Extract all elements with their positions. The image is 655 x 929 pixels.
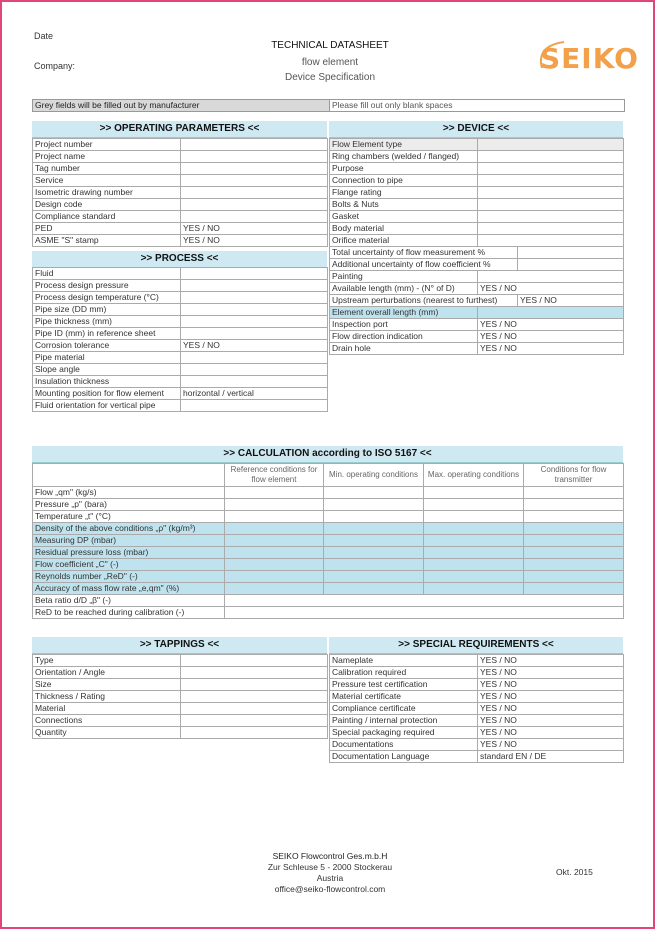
field-value[interactable] (225, 523, 324, 535)
field-label: Purpose (330, 163, 478, 175)
column-header: Min. operating conditions (324, 464, 424, 487)
field-value[interactable] (181, 139, 328, 151)
device-table (329, 138, 624, 355)
column-header-blank (33, 464, 225, 487)
field-value[interactable] (478, 199, 624, 211)
field-value[interactable] (524, 523, 624, 535)
table-row (330, 295, 624, 307)
field-label: Body material (330, 223, 478, 235)
footer-street: Zur Schleuse 5 - 2000 Stockerau (267, 862, 393, 872)
field-label: Connections (33, 715, 181, 727)
field-label: Design code (33, 199, 181, 211)
field-value[interactable] (518, 247, 624, 259)
field-value[interactable] (181, 187, 328, 199)
field-label: Density of the above conditions „ρ" (kg/m³) (33, 523, 225, 535)
field-value[interactable] (225, 559, 324, 571)
field-value[interactable] (518, 259, 624, 271)
field-value[interactable] (181, 352, 328, 364)
table-row (33, 151, 328, 163)
table-row (33, 703, 328, 715)
field-value[interactable]: YES / NO (478, 679, 624, 691)
table-row (33, 292, 328, 304)
calculation-header: >> CALCULATION according to ISO 5167 << (32, 446, 623, 463)
field-value[interactable] (181, 667, 328, 679)
footer-email: office@seiko-flowcontrol.com (274, 884, 386, 894)
table-row (33, 211, 328, 223)
field-value[interactable] (424, 523, 524, 535)
field-value[interactable] (324, 523, 424, 535)
field-value[interactable] (524, 487, 624, 499)
table-row (33, 595, 624, 607)
field-label: Flange rating (330, 187, 478, 199)
field-value[interactable]: horizontal / vertical (181, 388, 328, 400)
field-value[interactable] (225, 583, 324, 595)
field-value[interactable] (478, 235, 624, 247)
field-label: Reynolds number „ReD" (-) (33, 571, 225, 583)
field-value[interactable]: YES / NO (478, 691, 624, 703)
field-value[interactable] (225, 607, 624, 619)
field-value[interactable] (524, 499, 624, 511)
field-value[interactable] (424, 571, 524, 583)
table-row (33, 376, 328, 388)
field-label: Flow Element type (330, 139, 478, 151)
field-value[interactable] (181, 211, 328, 223)
column-header: Reference conditions for flow element (225, 464, 324, 487)
field-label: Drain hole (330, 343, 478, 355)
field-value[interactable] (524, 535, 624, 547)
field-label: Gasket (330, 211, 478, 223)
field-value[interactable] (524, 511, 624, 523)
field-label: ASME "S" stamp (33, 235, 181, 247)
table-row (33, 187, 328, 199)
field-value[interactable] (181, 655, 328, 667)
field-value[interactable] (181, 280, 328, 292)
table-row (330, 163, 624, 175)
field-value[interactable] (324, 583, 424, 595)
table-row (33, 571, 624, 583)
field-value[interactable] (181, 304, 328, 316)
field-value[interactable] (424, 547, 524, 559)
field-value[interactable] (225, 547, 324, 559)
process-header: >> PROCESS << (32, 251, 327, 268)
table-row (33, 559, 624, 571)
table-row (330, 247, 624, 259)
field-value[interactable] (424, 583, 524, 595)
field-value[interactable] (225, 595, 624, 607)
table-row (33, 523, 624, 535)
field-value[interactable] (524, 559, 624, 571)
table-row (330, 319, 624, 331)
field-label: Thickness / Rating (33, 691, 181, 703)
field-value[interactable] (181, 316, 328, 328)
table-row (330, 703, 624, 715)
field-label: Pipe thickness (mm) (33, 316, 181, 328)
field-value[interactable]: YES / NO (518, 295, 624, 307)
field-value[interactable] (478, 139, 624, 151)
table-row (330, 175, 624, 187)
table-row (33, 199, 328, 211)
field-value[interactable] (181, 715, 328, 727)
field-label: Painting (330, 271, 478, 283)
field-value[interactable] (524, 571, 624, 583)
table-row (330, 307, 624, 319)
field-label: Pipe ID (mm) in reference sheet (33, 328, 181, 340)
field-label: Service (33, 175, 181, 187)
logo-text: SEIKO (540, 42, 639, 75)
field-value[interactable]: standard EN / DE (478, 751, 624, 763)
field-label: Nameplate (330, 655, 478, 667)
field-label: Additional uncertainty of flow coefficient % (330, 259, 518, 271)
field-value[interactable] (181, 703, 328, 715)
table-row (330, 715, 624, 727)
table-row (33, 400, 328, 412)
grey-fields-note: Grey fields will be filled out by manufacturer (32, 99, 330, 112)
table-row (33, 464, 624, 487)
special-requirements-header: >> SPECIAL REQUIREMENTS << (329, 637, 623, 654)
field-value[interactable] (478, 223, 624, 235)
field-label: Fluid (33, 268, 181, 280)
field-value[interactable] (424, 559, 524, 571)
field-value[interactable] (478, 211, 624, 223)
operating-parameters-table (32, 138, 328, 247)
field-label: Total uncertainty of flow measurement % (330, 247, 518, 259)
field-label: Type (33, 655, 181, 667)
table-row (33, 547, 624, 559)
field-label: Documentation Language (330, 751, 478, 763)
field-value[interactable] (324, 547, 424, 559)
table-row (33, 163, 328, 175)
tappings-header: >> TAPPINGS << (32, 637, 327, 654)
field-value[interactable] (478, 307, 624, 319)
field-value[interactable] (478, 163, 624, 175)
field-label: Flow „qm" (kg/s) (33, 487, 225, 499)
field-label: Pipe size (DD mm) (33, 304, 181, 316)
field-value[interactable] (424, 487, 524, 499)
footer-country: Austria (316, 873, 344, 883)
table-row (33, 691, 328, 703)
table-row (33, 280, 328, 292)
field-label: Material certificate (330, 691, 478, 703)
table-row (33, 655, 328, 667)
table-row (330, 655, 624, 667)
table-row (33, 607, 624, 619)
table-row (330, 211, 624, 223)
table-row (33, 388, 328, 400)
field-value[interactable] (181, 151, 328, 163)
field-value[interactable]: YES / NO (478, 703, 624, 715)
table-row (330, 151, 624, 163)
field-label: Available length (mm) - (N° of D) (330, 283, 478, 295)
field-value[interactable] (181, 376, 328, 388)
table-row (33, 175, 328, 187)
table-row (33, 235, 328, 247)
field-label: Upstream perturbations (nearest to furthest) (330, 295, 518, 307)
field-value[interactable] (181, 292, 328, 304)
special-requirements-table (329, 654, 624, 763)
tappings-table (32, 654, 328, 739)
table-row (330, 331, 624, 343)
field-value[interactable] (524, 547, 624, 559)
field-label: Residual pressure loss (mbar) (33, 547, 225, 559)
table-row (33, 667, 328, 679)
table-row (33, 715, 328, 727)
field-label: Orientation / Angle (33, 667, 181, 679)
table-row (330, 667, 624, 679)
field-label: Measuring DP (mbar) (33, 535, 225, 547)
field-value[interactable] (181, 175, 328, 187)
table-row (33, 511, 624, 523)
field-value[interactable] (181, 328, 328, 340)
table-row (33, 679, 328, 691)
field-value[interactable] (181, 400, 328, 412)
field-label: Project number (33, 139, 181, 151)
field-value[interactable]: YES / NO (478, 319, 624, 331)
doc-subtitle-1: flow element (301, 57, 359, 68)
field-label: Corrosion tolerance (33, 340, 181, 352)
doc-subtitle-2: Device Specification (284, 72, 376, 83)
field-label: Compliance standard (33, 211, 181, 223)
blank-spaces-note: Please fill out only blank spaces (329, 99, 625, 112)
field-value[interactable] (225, 571, 324, 583)
field-value[interactable]: YES / NO (478, 739, 624, 751)
field-value[interactable] (324, 511, 424, 523)
field-label: Slope angle (33, 364, 181, 376)
field-label: Pipe material (33, 352, 181, 364)
date-label: Date (34, 31, 54, 41)
field-value[interactable] (225, 499, 324, 511)
table-row (330, 223, 624, 235)
field-value[interactable] (181, 364, 328, 376)
field-value[interactable] (181, 727, 328, 739)
field-label: Process design pressure (33, 280, 181, 292)
table-row (330, 187, 624, 199)
field-value[interactable]: YES / NO (181, 223, 328, 235)
process-table (32, 267, 328, 412)
field-label: Bolts & Nuts (330, 199, 478, 211)
field-value[interactable]: YES / NO (478, 727, 624, 739)
table-row (33, 727, 328, 739)
field-label: Tag number (33, 163, 181, 175)
table-row (33, 535, 624, 547)
field-value[interactable]: YES / NO (478, 283, 624, 295)
field-value[interactable] (424, 499, 524, 511)
table-row (33, 304, 328, 316)
table-row (330, 727, 624, 739)
table-row (33, 499, 624, 511)
field-label: Calibration required (330, 667, 478, 679)
operating-parameters-header: >> OPERATING PARAMETERS << (32, 121, 327, 138)
field-label: Connection to pipe (330, 175, 478, 187)
field-value[interactable] (324, 559, 424, 571)
field-label: Documentations (330, 739, 478, 751)
table-row (330, 259, 624, 271)
table-row (33, 364, 328, 376)
field-value[interactable] (324, 499, 424, 511)
field-label: Isometric drawing number (33, 187, 181, 199)
field-label: Compliance certificate (330, 703, 478, 715)
field-value[interactable] (324, 571, 424, 583)
field-value[interactable] (324, 535, 424, 547)
field-value[interactable] (524, 583, 624, 595)
table-row (33, 487, 624, 499)
table-row (330, 139, 624, 151)
field-value[interactable] (478, 271, 624, 283)
field-value[interactable]: YES / NO (181, 235, 328, 247)
field-label: Accuracy of mass flow rate „e,qm" (%) (33, 583, 225, 595)
field-value[interactable] (181, 199, 328, 211)
field-label: Orifice material (330, 235, 478, 247)
field-label: Special packaging required (330, 727, 478, 739)
table-row (330, 343, 624, 355)
field-label: Size (33, 679, 181, 691)
field-label: Flow coefficient „C" (-) (33, 559, 225, 571)
field-value[interactable] (181, 163, 328, 175)
field-value[interactable] (225, 487, 324, 499)
field-label: Painting / internal protection (330, 715, 478, 727)
table-row (33, 352, 328, 364)
field-value[interactable] (181, 268, 328, 280)
device-header: >> DEVICE << (329, 121, 623, 138)
field-label: Pressure „p" (bara) (33, 499, 225, 511)
field-label: Pressure test certification (330, 679, 478, 691)
company-label: Company: (34, 61, 76, 71)
table-row (330, 271, 624, 283)
field-value[interactable]: YES / NO (478, 343, 624, 355)
field-value[interactable] (324, 487, 424, 499)
seiko-logo (534, 38, 639, 80)
field-label: Ring chambers (welded / flanged) (330, 151, 478, 163)
field-value[interactable]: YES / NO (478, 715, 624, 727)
table-row (33, 583, 624, 595)
table-row (330, 739, 624, 751)
field-value[interactable] (225, 535, 324, 547)
table-row (33, 223, 328, 235)
field-label: PED (33, 223, 181, 235)
table-row (330, 199, 624, 211)
field-label: Material (33, 703, 181, 715)
field-value[interactable]: YES / NO (478, 331, 624, 343)
table-row (33, 328, 328, 340)
table-row (33, 268, 328, 280)
table-row (330, 235, 624, 247)
field-value[interactable] (225, 511, 324, 523)
field-label: Mounting position for flow element (33, 388, 181, 400)
table-row (33, 340, 328, 352)
field-label: Process design temperature (°C) (33, 292, 181, 304)
calculation-table (32, 463, 624, 619)
field-label: Flow direction indication (330, 331, 478, 343)
table-row (33, 316, 328, 328)
doc-title: TECHNICAL DATASHEET (271, 40, 389, 51)
field-value[interactable] (424, 535, 524, 547)
column-header: Max. operating conditions (424, 464, 524, 487)
table-row (330, 691, 624, 703)
field-label: ReD to be reached during calibration (-) (33, 607, 225, 619)
field-value[interactable] (478, 187, 624, 199)
field-label: Temperature „t" (°C) (33, 511, 225, 523)
table-row (33, 139, 328, 151)
field-label: Element overall length (mm) (330, 307, 478, 319)
column-header: Conditions for flow transmitter (524, 464, 624, 487)
footer-date: Okt. 2015 (556, 867, 593, 877)
field-value[interactable] (181, 679, 328, 691)
table-row (330, 283, 624, 295)
field-label: Inspection port (330, 319, 478, 331)
table-row (330, 679, 624, 691)
field-value[interactable] (181, 691, 328, 703)
field-value[interactable]: YES / NO (478, 655, 624, 667)
field-label: Beta ratio d/D „β" (-) (33, 595, 225, 607)
footer-company: SEIKO Flowcontrol Ges.m.b.H (272, 851, 388, 861)
field-value[interactable] (424, 511, 524, 523)
field-value[interactable] (478, 175, 624, 187)
field-label: Insulation thickness (33, 376, 181, 388)
field-label: Project name (33, 151, 181, 163)
field-value[interactable] (478, 151, 624, 163)
field-value[interactable]: YES / NO (478, 667, 624, 679)
field-value[interactable]: YES / NO (181, 340, 328, 352)
field-label: Quantity (33, 727, 181, 739)
table-row (330, 751, 624, 763)
field-label: Fluid orientation for vertical pipe (33, 400, 181, 412)
